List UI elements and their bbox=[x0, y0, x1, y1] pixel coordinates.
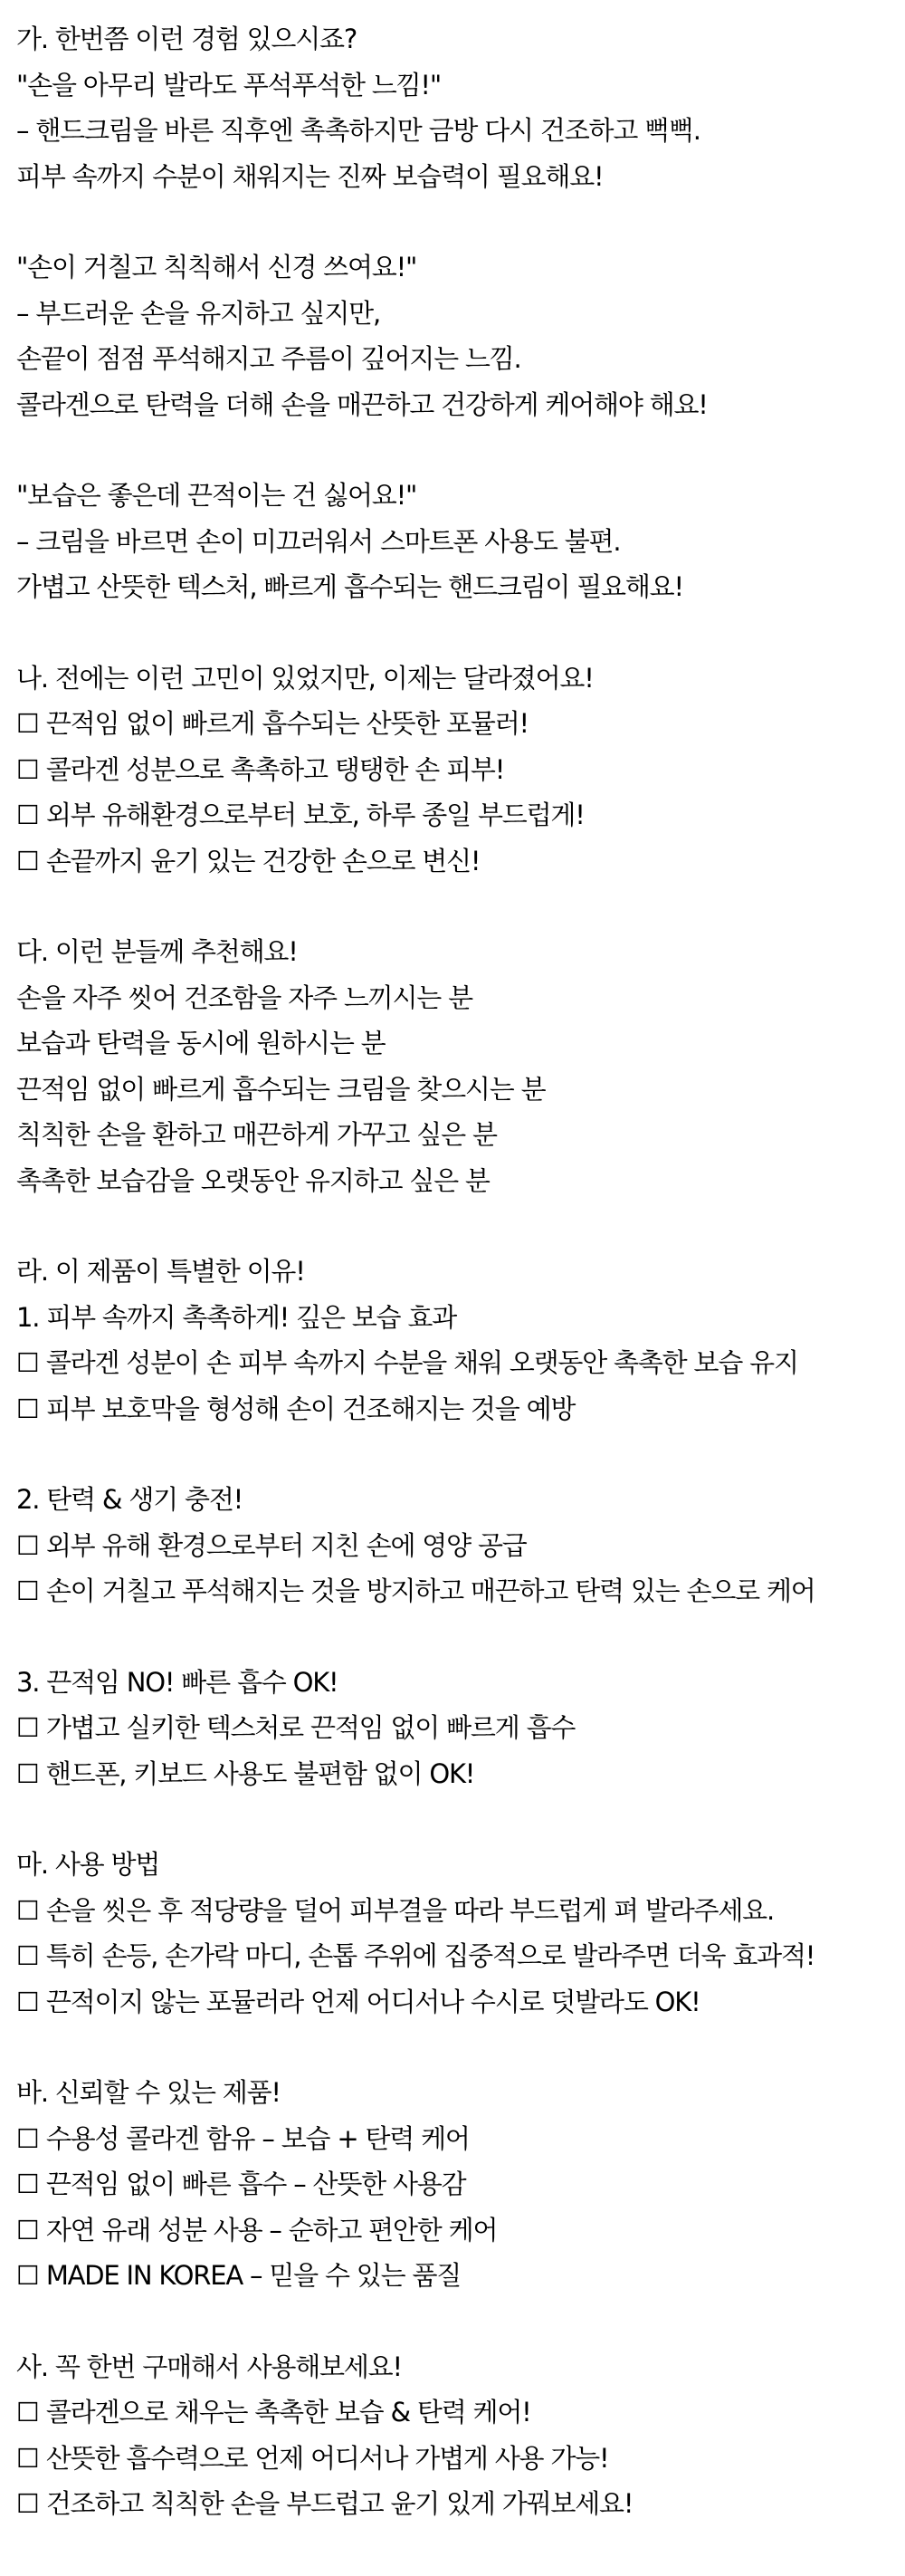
text-line: 손을 자주 씻어 건조함을 자주 느끼시는 분 bbox=[16, 982, 472, 1013]
section-heading: 라. 이 제품이 특별한 이유! bbox=[16, 1256, 305, 1287]
text-line: ☐ MADE IN KOREA – 믿을 수 있는 품질 bbox=[16, 2260, 462, 2291]
text-section bbox=[16, 1660, 894, 1797]
text-section bbox=[16, 16, 894, 199]
text-line: ☐ 콜라겐 성분으로 촉촉하고 탱탱한 손 피부! bbox=[16, 753, 505, 785]
text-line: ☐ 끈적이지 않는 포뮬러라 언제 어디서나 수시로 덧발라도 OK! bbox=[16, 1986, 700, 2017]
section-heading: 가. 한번쯤 이런 경험 있으시죠? bbox=[16, 24, 357, 54]
text-line: 가볍고 산뜻한 텍스처, 빠르게 흡수되는 핸드크림이 필요해요! bbox=[16, 571, 683, 602]
text-line: – 부드러운 손을 유지하고 싶지만, bbox=[16, 297, 380, 329]
text-line: ☐ 손이 거칠고 푸석해지는 것을 방지하고 매끈하고 탄력 있는 손으로 케어 bbox=[16, 1575, 815, 1606]
text-line: ☐ 자연 유래 성분 사용 – 순하고 편안한 케어 bbox=[16, 2214, 498, 2246]
text-line: ☐ 산뜻한 흡수력으로 언제 어디서나 가볍게 사용 가능! bbox=[16, 2442, 609, 2474]
text-section bbox=[16, 1249, 894, 1432]
section-heading: 다. 이런 분들께 추천해요! bbox=[16, 936, 298, 967]
text-line: ☐ 외부 유해 환경으로부터 지친 손에 영양 공급 bbox=[16, 1529, 527, 1561]
text-section bbox=[16, 656, 894, 885]
section-heading: 마. 사용 방법 bbox=[16, 1849, 160, 1880]
text-line: ☐ 끈적임 없이 빠른 흡수 – 산뜻한 사용감 bbox=[16, 2169, 466, 2199]
text-line: ☐ 손끝까지 윤기 있는 건강한 손으로 변신! bbox=[16, 845, 481, 876]
text-line: ☐ 핸드폰, 키보드 사용도 불편함 없이 OK! bbox=[16, 1757, 475, 1789]
text-line: 손끝이 점점 푸석해지고 주름이 깊어지는 느낌. bbox=[16, 343, 521, 374]
text-section bbox=[16, 2344, 894, 2527]
text-section bbox=[16, 244, 894, 427]
text-section bbox=[16, 2070, 894, 2299]
text-line: 1. 피부 속까지 촉촉하게! 깊은 보습 효과 bbox=[16, 1301, 457, 1333]
product-description bbox=[16, 16, 894, 2572]
section-heading: 나. 전에는 이런 고민이 있었지만, 이제는 달라졌어요! bbox=[16, 662, 594, 694]
text-line: ☐ 콜라겐 성분이 손 피부 속까지 수분을 채워 오랫동안 촉촉한 보습 유지 bbox=[16, 1347, 798, 1378]
text-line: – 크림을 바르면 손이 미끄러워서 스마트폰 사용도 불편. bbox=[16, 525, 621, 557]
text-section bbox=[16, 473, 894, 610]
text-section bbox=[16, 1842, 894, 2025]
text-line: ☐ 건조하고 칙칙한 손을 부드럽고 윤기 있게 가꿔보세요! bbox=[16, 2488, 634, 2519]
section-heading: "손이 거칠고 칙칙해서 신경 쓰여요!" bbox=[16, 252, 417, 282]
text-line: 끈적임 없이 빠르게 흡수되는 크림을 찾으시는 분 bbox=[16, 1073, 546, 1105]
text-line: ☐ 피부 보호막을 형성해 손이 건조해지는 것을 예방 bbox=[16, 1393, 576, 1424]
text-line: 칙칙한 손을 환하고 매끈하게 가꾸고 싶은 분 bbox=[16, 1119, 497, 1150]
text-line: "손을 아무리 발라도 푸석푸석한 느낌!" bbox=[16, 69, 441, 101]
section-heading: "보습은 좋은데 끈적이는 건 싫어요!" bbox=[16, 480, 417, 511]
text-line: 촉촉한 보습감을 오랫동안 유지하고 싶은 분 bbox=[16, 1164, 490, 1196]
text-line: – 핸드크림을 바른 직후엔 촉촉하지만 금방 다시 건조하고 뻑뻑. bbox=[16, 115, 700, 146]
text-line: ☐ 콜라겐으로 채우는 촉촉한 보습 & 탄력 케어! bbox=[16, 2397, 531, 2428]
text-line: ☐ 끈적임 없이 빠르게 흡수되는 산뜻한 포뮬러! bbox=[16, 708, 529, 739]
text-line: ☐ 외부 유해환경으로부터 보호, 하루 종일 부드럽게! bbox=[16, 800, 585, 830]
text-line: ☐ 특히 손등, 손가락 마디, 손톱 주위에 집중적으로 발라주면 더욱 효과적! bbox=[16, 1940, 815, 1971]
text-line: ☐ 손을 씻은 후 적당량을 덜어 피부결을 따라 부드럽게 펴 발라주세요. bbox=[16, 1894, 774, 1926]
text-line: ☐ 수용성 콜라겐 함유 – 보습 + 탄력 케어 bbox=[16, 2122, 470, 2154]
text-line: 피부 속까지 수분이 채워지는 진짜 보습력이 필요해요! bbox=[16, 160, 604, 192]
section-heading: 사. 꼭 한번 구매해서 사용해보세요! bbox=[16, 2351, 402, 2382]
section-heading: 바. 신뢰할 수 있는 제품! bbox=[16, 2077, 281, 2108]
text-line: 보습과 탄력을 동시에 원하시는 분 bbox=[16, 1028, 386, 1058]
section-heading: 2. 탄력 & 생기 충전! bbox=[16, 1484, 243, 1515]
text-line: 콜라겐으로 탄력을 더해 손을 매끈하고 건강하게 케어해야 해요! bbox=[16, 388, 708, 420]
text-line: ☐ 가볍고 실키한 텍스처로 끈적임 없이 빠르게 흡수 bbox=[16, 1712, 576, 1743]
text-section bbox=[16, 1477, 894, 1614]
section-heading: 3. 끈적임 NO! 빠른 흡수 OK! bbox=[16, 1666, 338, 1698]
text-section bbox=[16, 929, 894, 1203]
